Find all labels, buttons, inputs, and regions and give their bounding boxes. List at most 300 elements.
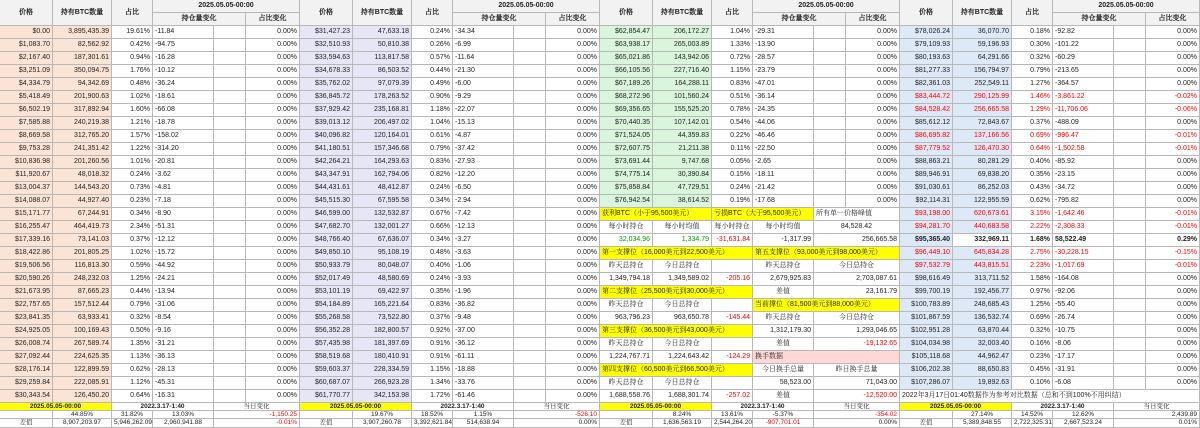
holding-change-cell[interactable]: -22.07: [453, 104, 514, 117]
share-cell[interactable]: 0.44%: [412, 65, 453, 78]
holding-change-cell[interactable]: -1.96: [453, 286, 514, 299]
share-cell[interactable]: 1.21%: [112, 117, 153, 130]
price-cell[interactable]: $68,272.96: [600, 91, 653, 104]
current-support-diff-value[interactable]: -19,132.65: [814, 338, 900, 351]
price-cell[interactable]: $94,281.70: [900, 221, 953, 234]
share-cell[interactable]: 0.92%: [412, 325, 453, 338]
price-cell[interactable]: $101,867.59: [900, 312, 953, 325]
holding-change-cell[interactable]: -27.93: [453, 156, 514, 169]
spacer-cell[interactable]: [1114, 247, 1146, 260]
spacer-cell[interactable]: [214, 195, 246, 208]
share-cell[interactable]: 0.83%: [412, 299, 453, 312]
share-cell[interactable]: 0.79%: [412, 143, 453, 156]
spacer-cell[interactable]: [814, 26, 846, 39]
holding-change-cell[interactable]: -8.06: [1053, 338, 1114, 351]
spacer-cell[interactable]: [514, 338, 546, 351]
footer-total-diff[interactable]: -907,701.01: [753, 419, 814, 428]
spacer-cell[interactable]: [214, 65, 246, 78]
spacer-cell[interactable]: [1114, 195, 1146, 208]
hourly-average-label[interactable]: 每小时均值: [653, 221, 712, 234]
spacer-cell[interactable]: [214, 52, 246, 65]
share-change-cell[interactable]: 0.00%: [1146, 299, 1200, 312]
footer-total-2022[interactable]: 3,392,621.84: [414, 419, 452, 426]
holding-change-cell[interactable]: -44.06: [753, 117, 814, 130]
price-cell[interactable]: $105,118.68: [900, 351, 953, 364]
share-cell[interactable]: 0.48%: [112, 78, 153, 91]
share-change-cell[interactable]: -0.01%: [1146, 130, 1200, 143]
footer-diff-label[interactable]: 差值: [0, 419, 53, 428]
spacer-cell[interactable]: [214, 234, 246, 247]
spacer-cell[interactable]: [814, 39, 846, 52]
yesterday-turnover-label[interactable]: 昨日换手总量: [814, 364, 900, 377]
share-change-cell[interactable]: 0.00%: [546, 234, 600, 247]
share-cell[interactable]: 0.67%: [412, 208, 453, 221]
share-cell[interactable]: 0.18%: [1012, 26, 1053, 39]
share-cell[interactable]: 1.29%: [1012, 104, 1053, 117]
share-change-cell[interactable]: 0.00%: [546, 247, 600, 260]
footer-share-diff[interactable]: 12.62%: [1053, 411, 1114, 419]
spacer-cell[interactable]: [814, 143, 846, 156]
share-cell[interactable]: 0.15%: [712, 169, 753, 182]
share-change-cell[interactable]: 0.00%: [546, 351, 600, 364]
loss-hourly-average-value[interactable]: -1,317.99: [753, 234, 814, 247]
btc-amount-cell[interactable]: 63,870.44: [953, 325, 1012, 338]
holding-change-cell[interactable]: -6.50: [453, 182, 514, 195]
price-cell[interactable]: $47,682.70: [300, 221, 353, 234]
footer-total-2025[interactable]: 8,907,203.97: [53, 419, 112, 428]
price-cell[interactable]: $28,176.14: [0, 364, 53, 377]
price-cell[interactable]: $9,753.28: [0, 143, 53, 156]
spacer-cell[interactable]: [814, 156, 846, 169]
share-change-cell[interactable]: 0.00%: [846, 65, 900, 78]
price-cell[interactable]: $21,673.95: [0, 286, 53, 299]
share-change-cell[interactable]: 0.00%: [1146, 377, 1200, 390]
price-cell[interactable]: $89,946.91: [900, 169, 953, 182]
holding-change-cell[interactable]: -158.02: [153, 130, 214, 143]
share-change-cell[interactable]: 0.00%: [1146, 325, 1200, 338]
share-change-cell[interactable]: 0.00%: [546, 260, 600, 273]
btc-amount-cell[interactable]: 36,070.70: [953, 26, 1012, 39]
header-holding-change[interactable]: 持仓量变化: [453, 13, 546, 26]
price-cell[interactable]: $62,854.47: [600, 26, 653, 39]
btc-amount-cell[interactable]: 107,142.01: [653, 117, 712, 130]
price-cell[interactable]: $26,008.74: [0, 338, 53, 351]
price-cell[interactable]: $87,779.52: [900, 143, 953, 156]
holding-change-cell[interactable]: -12.20: [453, 169, 514, 182]
footer-daily-change-value[interactable]: -1,150.25: [214, 411, 300, 419]
btc-amount-cell[interactable]: 350,094.75: [53, 65, 112, 78]
share-cell[interactable]: 0.37%: [112, 234, 153, 247]
empty-cell[interactable]: [712, 377, 753, 390]
share-cell[interactable]: 1.34%: [412, 377, 453, 390]
holding-change-cell[interactable]: -795.82: [1053, 195, 1114, 208]
footer-date-2022[interactable]: 2022.3.17-1:40: [112, 403, 214, 411]
holding-change-cell[interactable]: -28.13: [153, 364, 214, 377]
share-cell[interactable]: 0.69%: [1012, 130, 1053, 143]
footer-share-2025[interactable]: 8.24%: [653, 411, 712, 419]
holding-change-cell[interactable]: -18.78: [153, 117, 214, 130]
holding-change-cell[interactable]: -23.15: [1053, 169, 1114, 182]
btc-amount-cell[interactable]: 620,673.61: [953, 208, 1012, 221]
spacer-cell[interactable]: [1114, 182, 1146, 195]
header-share[interactable]: 占比: [1012, 0, 1053, 26]
btc-amount-cell[interactable]: 64,291.66: [953, 52, 1012, 65]
price-cell[interactable]: $43,347.91: [300, 169, 353, 182]
spacer-cell[interactable]: [1114, 26, 1146, 39]
holding-change-cell[interactable]: -34.72: [1053, 182, 1114, 195]
yesterday-turnover-value[interactable]: 71,043.00: [814, 377, 900, 390]
btc-amount-cell[interactable]: 67,595.58: [353, 195, 412, 208]
spacer-cell[interactable]: [214, 208, 246, 221]
spacer-cell[interactable]: [514, 234, 546, 247]
yesterday-total-label[interactable]: 昨天总持仓: [753, 312, 814, 325]
spacer-cell[interactable]: [514, 273, 546, 286]
holding-change-cell[interactable]: -4.87: [453, 130, 514, 143]
header-share[interactable]: 占比: [112, 0, 153, 26]
price-cell[interactable]: $2,167.40: [0, 52, 53, 65]
share-change-cell[interactable]: 0.00%: [246, 182, 300, 195]
support-2-today-value[interactable]: 963,650.78: [653, 312, 712, 325]
btc-amount-cell[interactable]: 48,412.87: [353, 182, 412, 195]
share-change-cell[interactable]: 0.00%: [546, 299, 600, 312]
holding-change-cell[interactable]: -18.11: [753, 169, 814, 182]
btc-amount-cell[interactable]: 120,164.01: [353, 130, 412, 143]
spacer-cell[interactable]: [214, 26, 246, 39]
share-change-cell[interactable]: 0.00%: [546, 312, 600, 325]
price-cell[interactable]: $4,334.79: [0, 78, 53, 91]
btc-amount-cell[interactable]: 165,221.64: [353, 299, 412, 312]
support-2-diff-value[interactable]: -145.44: [712, 312, 753, 325]
spacer-cell[interactable]: [1114, 130, 1146, 143]
share-change-cell[interactable]: 0.00%: [246, 195, 300, 208]
btc-amount-cell[interactable]: 290,125.99: [953, 91, 1012, 104]
holding-change-cell[interactable]: -22.50: [753, 143, 814, 156]
today-total-label[interactable]: 今日总持仓: [814, 312, 900, 325]
share-change-cell[interactable]: 0.00%: [546, 52, 600, 65]
btc-amount-cell[interactable]: 265,003.89: [653, 39, 712, 52]
btc-amount-cell[interactable]: 3,895,435.39: [53, 26, 112, 39]
header-share-change[interactable]: 占比变化: [1146, 13, 1200, 26]
footer-date-2025[interactable]: 2025.05.05-00:00: [900, 403, 1012, 411]
btc-amount-cell[interactable]: 143,942.06: [653, 52, 712, 65]
btc-amount-cell[interactable]: 248,685.43: [953, 299, 1012, 312]
btc-amount-cell[interactable]: 440,683.58: [953, 221, 1012, 234]
share-cell[interactable]: 2.22%: [1012, 221, 1053, 234]
holding-change-cell[interactable]: -15.13: [453, 117, 514, 130]
btc-amount-cell[interactable]: 157,346.68: [353, 143, 412, 156]
price-cell[interactable]: $10,836.98: [0, 156, 53, 169]
holding-change-cell[interactable]: -36.13: [153, 351, 214, 364]
share-change-cell[interactable]: 0.00%: [246, 390, 300, 403]
price-cell[interactable]: $36,845.72: [300, 91, 353, 104]
btc-amount-cell[interactable]: 122,955.59: [953, 195, 1012, 208]
reference-note[interactable]: 2022年3月17日01:40数据作为参考对比数据（总和不到100%不用纠结）: [900, 390, 1200, 403]
price-cell[interactable]: $33,594.63: [300, 52, 353, 65]
spacer-cell[interactable]: [1114, 351, 1146, 364]
spacer-cell[interactable]: [514, 351, 546, 364]
share-change-cell[interactable]: 0.29%: [1146, 234, 1200, 247]
hourly-holding-label[interactable]: 每小时持仓: [712, 221, 753, 234]
btc-amount-cell[interactable]: 95,108.19: [353, 247, 412, 260]
share-change-cell[interactable]: 0.00%: [546, 130, 600, 143]
price-cell[interactable]: $79,109.93: [900, 39, 953, 52]
btc-amount-cell[interactable]: 645,834.28: [953, 247, 1012, 260]
footer-total-diff[interactable]: 2,667,523.24: [1053, 419, 1114, 428]
share-change-cell[interactable]: 0.00%: [246, 169, 300, 182]
price-cell[interactable]: $50,933.79: [300, 260, 353, 273]
footer-total-share-change[interactable]: 0.00%: [514, 419, 600, 428]
share-change-cell[interactable]: 0.00%: [1146, 195, 1200, 208]
spacer-cell[interactable]: [214, 104, 246, 117]
holding-change-cell[interactable]: -488.09: [1053, 117, 1114, 130]
share-cell[interactable]: 2.75%: [1012, 247, 1053, 260]
share-cell[interactable]: 0.79%: [112, 299, 153, 312]
price-cell[interactable]: $14,088.07: [0, 195, 53, 208]
btc-amount-cell[interactable]: 241,351.42: [53, 143, 112, 156]
spacer-cell[interactable]: [514, 130, 546, 143]
price-cell[interactable]: $8,669.58: [0, 130, 53, 143]
share-cell[interactable]: 0.73%: [112, 182, 153, 195]
holding-change-cell[interactable]: -31.91: [1053, 364, 1114, 377]
holding-change-cell[interactable]: -28.57: [753, 52, 814, 65]
share-change-cell[interactable]: 0.00%: [546, 338, 600, 351]
share-cell[interactable]: 0.66%: [412, 221, 453, 234]
holding-change-cell[interactable]: -61.46: [453, 390, 514, 403]
share-cell[interactable]: 0.10%: [1012, 377, 1053, 390]
holding-change-cell[interactable]: -3,861.22: [1053, 91, 1114, 104]
share-change-cell[interactable]: 0.00%: [1146, 364, 1200, 377]
holding-change-cell[interactable]: -1,642.46: [1053, 208, 1114, 221]
share-cell[interactable]: 0.69%: [1012, 312, 1053, 325]
price-cell[interactable]: $13,004.37: [0, 182, 53, 195]
footer-date-2025[interactable]: 2025.05.05-00:00: [300, 403, 412, 411]
footer-daily-change-label[interactable]: 当日变化: [1114, 403, 1200, 411]
btc-amount-cell[interactable]: 132,532.87: [353, 208, 412, 221]
spacer-cell[interactable]: [814, 91, 846, 104]
share-change-cell[interactable]: 0.00%: [546, 26, 600, 39]
spacer-cell[interactable]: [814, 169, 846, 182]
btc-amount-cell[interactable]: 44,927.40: [53, 195, 112, 208]
spacer-cell[interactable]: [214, 169, 246, 182]
loss-btc-label[interactable]: 亏损BTC（大于95,500美元）: [712, 208, 814, 221]
price-cell[interactable]: $98,616.49: [900, 273, 953, 286]
spacer-cell[interactable]: [1114, 65, 1146, 78]
share-change-cell[interactable]: 0.00%: [246, 351, 300, 364]
turnover-diff-value[interactable]: -12,520.00: [814, 390, 900, 403]
share-cell[interactable]: 0.16%: [1012, 338, 1053, 351]
share-change-cell[interactable]: 0.00%: [246, 364, 300, 377]
diff-label[interactable]: 差值: [753, 338, 814, 351]
price-cell[interactable]: $35,762.02: [300, 78, 353, 91]
holding-change-cell[interactable]: -1,017.69: [1053, 260, 1114, 273]
spacer-cell[interactable]: [1114, 338, 1146, 351]
price-cell[interactable]: $1,083.70: [0, 39, 53, 52]
footer-diff-label[interactable]: 差值: [600, 419, 653, 428]
spacer-cell[interactable]: [514, 117, 546, 130]
spacer-cell[interactable]: [1114, 39, 1146, 52]
price-cell[interactable]: $75,858.84: [600, 182, 653, 195]
price-cell[interactable]: $55,268.58: [300, 312, 353, 325]
share-cell[interactable]: 1.68%: [1012, 234, 1053, 247]
share-cell[interactable]: 0.24%: [412, 26, 453, 39]
support-level-3-label[interactable]: 第三支撑位（36,500美元到43,000美元）: [600, 325, 753, 338]
price-cell[interactable]: $66,105.56: [600, 65, 653, 78]
header-share[interactable]: 占比: [412, 0, 453, 26]
price-cell[interactable]: $41,180.51: [300, 143, 353, 156]
footer-daily-change-value[interactable]: 2,439.89: [1114, 411, 1200, 419]
share-cell[interactable]: 0.64%: [112, 390, 153, 403]
holding-change-cell[interactable]: -44.92: [153, 260, 214, 273]
btc-amount-cell[interactable]: 80,281.29: [953, 156, 1012, 169]
spacer-cell[interactable]: [214, 143, 246, 156]
share-change-cell[interactable]: -0.15%: [1146, 247, 1200, 260]
share-change-cell[interactable]: 0.00%: [546, 208, 600, 221]
price-cell[interactable]: $22,757.65: [0, 299, 53, 312]
btc-amount-cell[interactable]: 50,810.38: [353, 39, 412, 52]
share-change-cell[interactable]: 0.00%: [246, 143, 300, 156]
share-cell[interactable]: 0.24%: [412, 273, 453, 286]
price-cell[interactable]: $32,510.93: [300, 39, 353, 52]
share-change-cell[interactable]: 0.00%: [546, 195, 600, 208]
share-change-cell[interactable]: 0.00%: [846, 169, 900, 182]
holding-change-cell[interactable]: -61.11: [453, 351, 514, 364]
btc-amount-cell[interactable]: 155,525.20: [653, 104, 712, 117]
spacer-cell[interactable]: [814, 182, 846, 195]
support-1-yesterday-value[interactable]: 1,349,794.18: [600, 273, 653, 286]
footer-share-2025[interactable]: 44.85%: [53, 411, 112, 419]
holding-change-cell[interactable]: -4.81: [153, 182, 214, 195]
share-cell[interactable]: 1.33%: [712, 39, 753, 52]
support-level-1-label[interactable]: 第一支撑位（16,000美元到22,500美元）: [600, 247, 753, 260]
holding-change-cell[interactable]: -21.30: [453, 65, 514, 78]
header-date[interactable]: 2025.05.05-00:00: [453, 0, 600, 13]
share-cell[interactable]: 1.04%: [412, 117, 453, 130]
share-change-cell[interactable]: 0.00%: [546, 364, 600, 377]
share-cell[interactable]: 0.91%: [412, 338, 453, 351]
spacer-cell[interactable]: [514, 169, 546, 182]
support-1-today-value[interactable]: 1,349,589.02: [653, 273, 712, 286]
btc-amount-cell[interactable]: 206,172.27: [653, 26, 712, 39]
share-change-cell[interactable]: 0.00%: [546, 286, 600, 299]
share-change-cell[interactable]: 0.00%: [546, 377, 600, 390]
price-cell[interactable]: $99,700.19: [900, 286, 953, 299]
footer-daily-change-label[interactable]: 当日变化: [814, 403, 900, 411]
header-share[interactable]: 占比: [712, 0, 753, 26]
spacer-cell[interactable]: [514, 312, 546, 325]
share-cell[interactable]: 0.24%: [712, 182, 753, 195]
share-change-cell[interactable]: 0.00%: [846, 143, 900, 156]
share-cell[interactable]: 0.32%: [1012, 52, 1053, 65]
current-support-yesterday-value[interactable]: 1,312,179.30: [753, 325, 814, 338]
holding-change-cell[interactable]: -92.82: [1053, 26, 1114, 39]
share-cell[interactable]: 1.76%: [112, 65, 153, 78]
share-change-cell[interactable]: 0.00%: [1146, 182, 1200, 195]
spacer-cell[interactable]: [1114, 156, 1146, 169]
holding-change-cell[interactable]: -51.31: [153, 221, 214, 234]
btc-amount-cell[interactable]: 47,729.51: [653, 182, 712, 195]
price-cell[interactable]: $37,929.42: [300, 104, 353, 117]
holding-change-cell[interactable]: -66.08: [153, 104, 214, 117]
spacer-cell[interactable]: [1114, 169, 1146, 182]
holding-change-cell[interactable]: -55.40: [1053, 299, 1114, 312]
share-change-cell[interactable]: 0.00%: [846, 104, 900, 117]
holding-change-cell[interactable]: -1,502.58: [1053, 143, 1114, 156]
footer-share-2022[interactable]: 14.52%: [1012, 411, 1053, 419]
today-total-label[interactable]: 今日总持仓: [653, 338, 712, 351]
holding-change-cell[interactable]: -17.68: [753, 195, 814, 208]
spacer-cell[interactable]: [214, 78, 246, 91]
price-cell[interactable]: $61,770.77: [300, 390, 353, 403]
share-cell[interactable]: 1.02%: [112, 247, 153, 260]
btc-amount-cell[interactable]: 267,589.74: [53, 338, 112, 351]
footer-share-diff[interactable]: 1.15%: [453, 411, 514, 419]
share-change-cell[interactable]: 0.00%: [1146, 338, 1200, 351]
share-cell[interactable]: 0.32%: [112, 312, 153, 325]
spacer-cell[interactable]: [1114, 208, 1146, 221]
holding-change-cell[interactable]: -24.35: [753, 104, 814, 117]
btc-amount-cell[interactable]: 48,018.32: [53, 169, 112, 182]
spacer-cell[interactable]: [214, 117, 246, 130]
spacer-cell[interactable]: [514, 208, 546, 221]
btc-amount-cell[interactable]: 224,625.35: [53, 351, 112, 364]
today-turnover-value[interactable]: 58,523.00: [753, 377, 814, 390]
footer-empty[interactable]: [600, 411, 653, 419]
share-cell[interactable]: 0.34%: [412, 234, 453, 247]
holding-change-cell[interactable]: -9.29: [453, 91, 514, 104]
spacer-cell[interactable]: [214, 247, 246, 260]
spacer-cell[interactable]: [1114, 221, 1146, 234]
price-cell[interactable]: $82,361.03: [900, 78, 953, 91]
btc-amount-cell[interactable]: 178,263.52: [353, 91, 412, 104]
price-cell[interactable]: $16,255.47: [0, 221, 53, 234]
btc-amount-cell[interactable]: 100,169.43: [53, 325, 112, 338]
spacer-cell[interactable]: [514, 65, 546, 78]
holding-change-cell[interactable]: -12.13: [453, 221, 514, 234]
btc-amount-cell[interactable]: 67,636.07: [353, 234, 412, 247]
btc-amount-cell[interactable]: 86,503.52: [353, 65, 412, 78]
share-change-cell[interactable]: 0.00%: [246, 260, 300, 273]
today-turnover-label[interactable]: 今日换手总量: [753, 364, 814, 377]
holding-change-cell[interactable]: -8.90: [153, 208, 214, 221]
price-cell[interactable]: $19,506.56: [0, 260, 53, 273]
btc-amount-cell[interactable]: 332,969.11: [953, 234, 1012, 247]
btc-amount-cell[interactable]: 227,716.40: [653, 65, 712, 78]
spacer-cell[interactable]: [514, 195, 546, 208]
holding-change-cell[interactable]: -9.16: [153, 325, 214, 338]
share-cell[interactable]: 0.59%: [112, 260, 153, 273]
share-cell[interactable]: 1.72%: [412, 390, 453, 403]
holding-change-cell[interactable]: -45.31: [153, 377, 214, 390]
holding-change-cell[interactable]: -15.72: [153, 247, 214, 260]
btc-amount-cell[interactable]: 44,359.83: [653, 130, 712, 143]
empty-cell[interactable]: [712, 260, 753, 273]
share-cell[interactable]: 0.30%: [1012, 39, 1053, 52]
share-cell[interactable]: 1.25%: [112, 273, 153, 286]
footer-share-diff[interactable]: -5.37%: [753, 411, 814, 419]
share-change-cell[interactable]: -0.01%: [1146, 221, 1200, 234]
share-change-cell[interactable]: 0.00%: [246, 104, 300, 117]
btc-amount-cell[interactable]: 443,815.51: [953, 260, 1012, 273]
price-cell[interactable]: $81,277.33: [900, 65, 953, 78]
btc-amount-cell[interactable]: 30,390.84: [653, 169, 712, 182]
spacer-cell[interactable]: [814, 52, 846, 65]
btc-amount-cell[interactable]: 235,168.81: [353, 104, 412, 117]
btc-amount-cell[interactable]: 21,211.38: [653, 143, 712, 156]
price-cell[interactable]: $63,938.17: [600, 39, 653, 52]
share-change-cell[interactable]: 0.00%: [1146, 78, 1200, 91]
price-cell[interactable]: $11,920.67: [0, 169, 53, 182]
share-change-cell[interactable]: -0.01%: [1146, 208, 1200, 221]
